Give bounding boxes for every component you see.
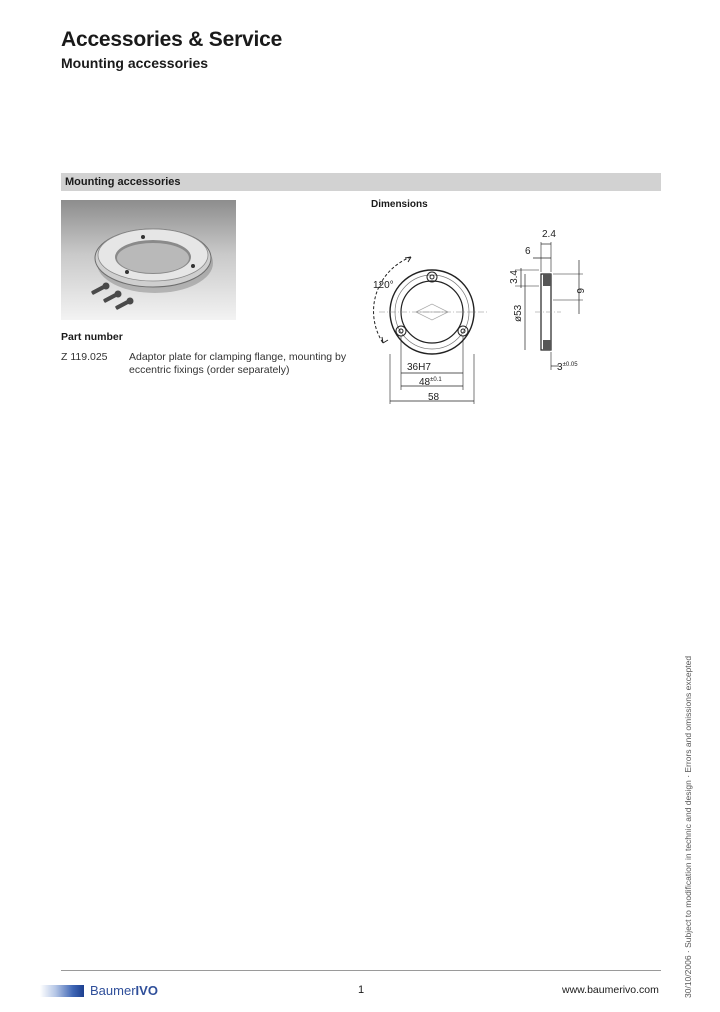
thickness-label: 2.4 — [542, 229, 556, 240]
side-bottom-label: $3^{\pm 0.05}$ — [557, 362, 578, 373]
technical-drawing — [365, 218, 595, 413]
page-title: Accessories & Service — [61, 28, 283, 51]
step-height-label: 3.4 — [509, 270, 520, 284]
part-description: Adaptor plate for clamping flange, mounting by eccentric fixings (order separately) — [129, 351, 347, 376]
section-header — [61, 173, 661, 191]
part-number-heading: Part number — [61, 331, 123, 343]
page-number: 1 — [358, 984, 365, 996]
section-title: Mounting accessories — [65, 176, 181, 188]
bolt-circle-label: $48^{\pm 0.1}$ — [419, 377, 442, 388]
product-photo — [61, 200, 236, 320]
footer-divider — [61, 970, 661, 971]
side-note: 30/10/2006 · Subject to modification in technic and design · Errors and omissions excepted — [683, 655, 693, 998]
step-width-label: 6 — [525, 246, 531, 257]
dimensions-label: Dimensions — [371, 199, 428, 210]
inner-diameter-label: 36H7 — [407, 362, 431, 373]
website-link[interactable]: www.baumerivo.com — [562, 984, 659, 996]
logo-text: BaumerIVO — [90, 983, 158, 998]
outer-diameter-label: 58 — [428, 392, 440, 403]
part-code: Z 119.025 — [61, 351, 108, 363]
side-diameter-label: ø53 — [513, 304, 524, 322]
hole-right — [458, 326, 468, 336]
hole-left — [396, 326, 406, 336]
page-subtitle: Mounting accessories — [61, 55, 209, 71]
angle-label: 120° — [373, 280, 394, 291]
side-height-label: 6 — [574, 288, 585, 294]
adaptor-plate-illustration — [61, 200, 236, 320]
logo-gradient-bar — [40, 985, 84, 997]
